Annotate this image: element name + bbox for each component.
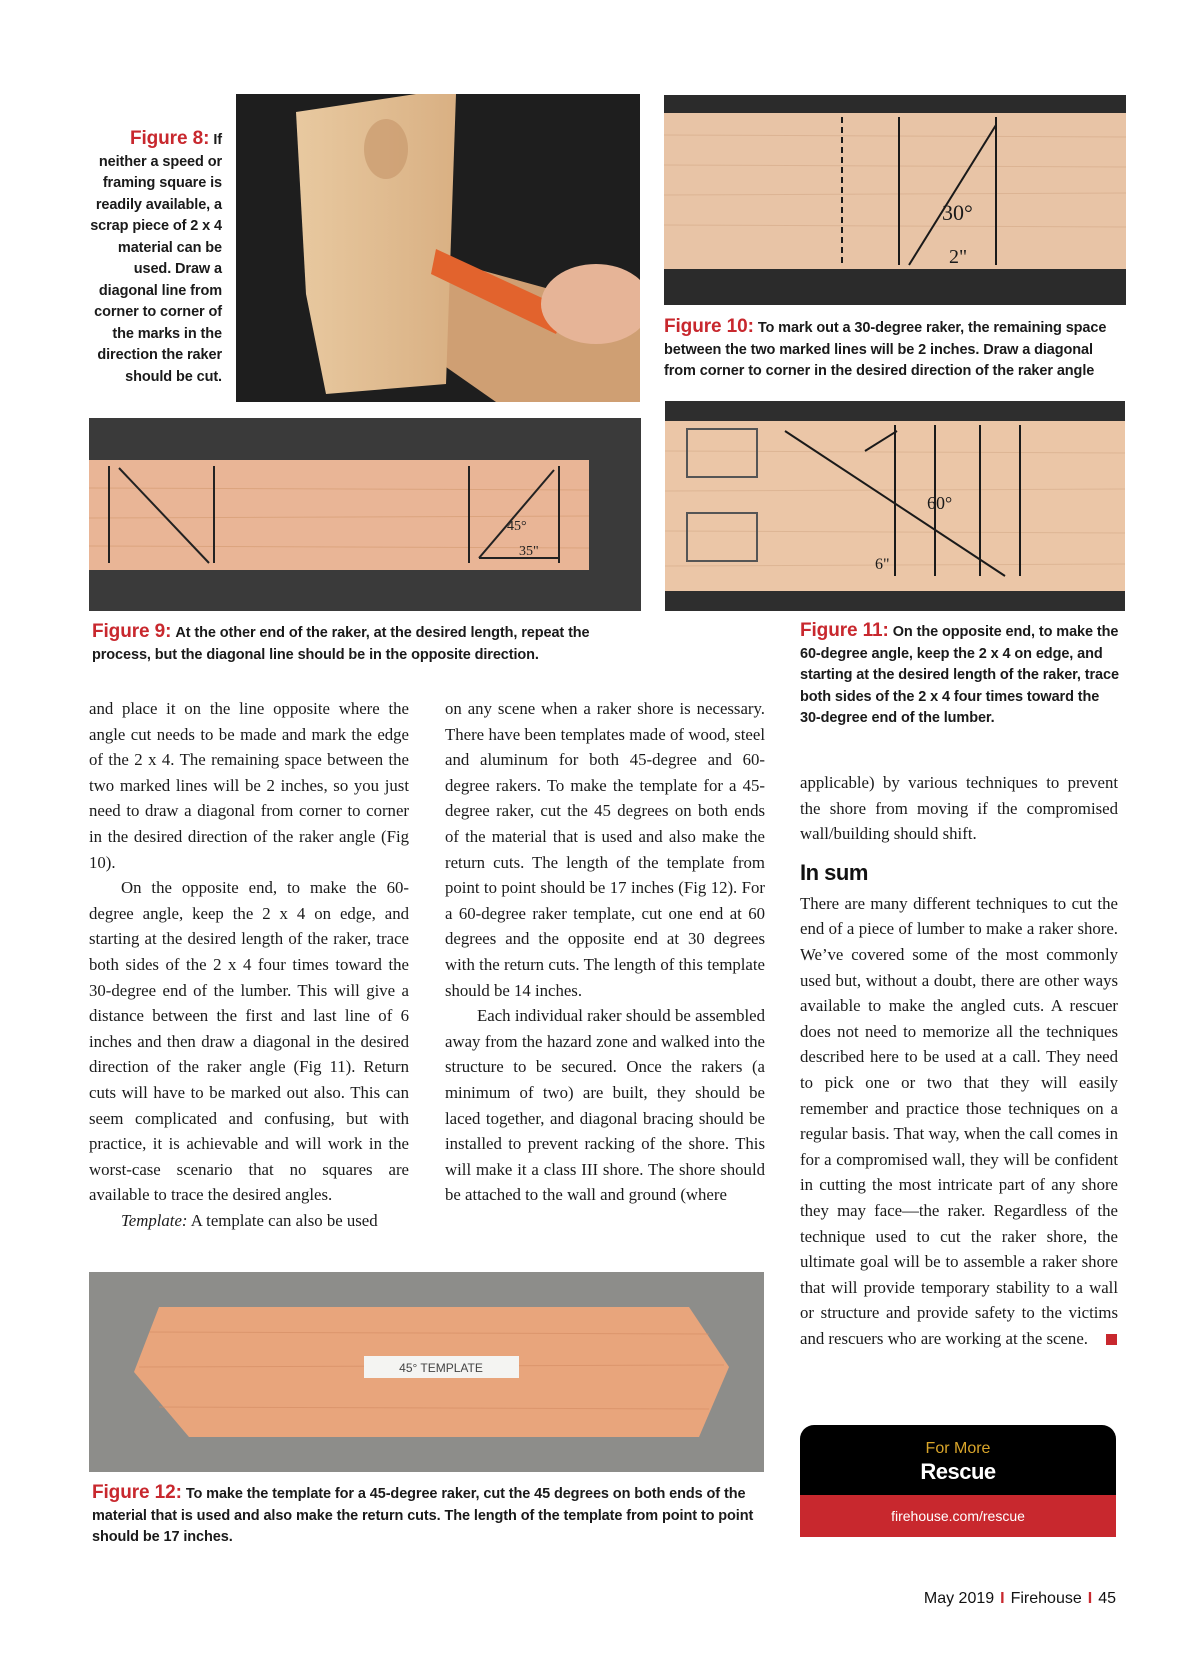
- footer-magazine: Firehouse: [1010, 1590, 1082, 1607]
- figure-12-label: Figure 12:: [92, 1482, 182, 1503]
- figure-10-caption: [664, 316, 1126, 383]
- promo-line-1: For More: [925, 1440, 991, 1457]
- for-more-rescue-box[interactable]: [800, 1425, 1116, 1537]
- in-sum-heading: In sum: [800, 859, 868, 885]
- article-column-1: [89, 696, 409, 1233]
- template-lead: Template:: [121, 1210, 188, 1230]
- figure-9-caption: [92, 621, 647, 666]
- footer-separator: I: [1000, 1590, 1005, 1607]
- footer-separator: I: [1087, 1590, 1093, 1607]
- figure-12-text: To make the template for a 45-degree raker, cut the 45 degrees on both ends of the material that is used and also make the return cuts. The length of the template from point to point should be 17 inches.: [92, 1486, 754, 1545]
- promo-url-link[interactable]: firehouse.com/rescue: [800, 1495, 1116, 1537]
- figure-10-angle-mark: 30°: [942, 200, 973, 225]
- end-mark-icon: [1106, 1334, 1117, 1345]
- figure-11-text: On the opposite end, to make the 60-degree angle, keep the 2 x 4 on edge, and starting at the desired length of the raker, trace both sides of the 2 x 4 four times toward the 30-degree end of the lumber.: [800, 624, 1119, 726]
- column-3-body: [800, 891, 1118, 1352]
- figure-9-length-mark: 35": [519, 544, 539, 559]
- column-3-body-text: There are many different techniques to cut the end of a piece of lumber to make a raker shore. We’ve covered some of the most commonly used but, without a doubt, there are other ways available to make the angled cuts. A rescuer does not need to memorize all the techniques described here to be used at a call. They need to pick one or two that they will easily remember and practice those techniques on a regular basis. That way, when the call comes in for a compromised wall, they will be confident in cutting the most intricate part of any shore they may face—the raker. Regardless of the technique used to cut the raker shore, the ultimate goal will be to assemble a raker shore that will provide temporary stability to a wall or structure and provide safety to the victims and rescuers who are working at the scene.: [800, 893, 1118, 1348]
- article-column-2: [445, 696, 765, 1208]
- template-paragraph: [89, 1208, 409, 1234]
- figure-9-text: At the other end of the raker, at the desired length, repeat the process, but the diagonal line should be in the opposite direction.: [92, 625, 590, 663]
- figure-10-length-mark: 2": [949, 246, 968, 268]
- column-3-intro: applicable) by various techniques to prevent the shore from moving if the compromised wall/building should shift.: [800, 773, 1118, 844]
- figure-9-photo: [89, 418, 641, 611]
- footer-page-number: 45: [1098, 1590, 1116, 1607]
- figure-10-text: To mark out a 30-degree raker, the remaining space between the two marked lines will be 2 inches. Draw a diagonal from corner to corner in the desired direction of the raker angle: [664, 320, 1107, 379]
- article-column-3: [800, 770, 1118, 1351]
- column-2-paragraph: Each individual raker should be assembled away from the hazard zone and walked into the structure to be secured. Once the rakers (a minimum of two) are built, they should be laced together, and diagonal bracing should be installed to prevent racking of the shore. This will make it a class III shore. The shore should be attached to the wall and ground (where: [445, 1006, 765, 1205]
- column-1-paragraph: and place it on the line opposite where the angle cut needs to be made and mark the edge of the 2 x 4. The remaining space between the two marked lines will be 2 inches, so you just need to draw a diagonal from corner to corner in the desired direction of the raker angle (Fig 10).: [89, 699, 409, 872]
- figure-12-photo: [89, 1272, 764, 1472]
- figure-8-label: Figure 8:: [129, 128, 210, 149]
- figure-11-length-mark: 6": [875, 556, 890, 573]
- figure-10-label: Figure 10:: [664, 316, 754, 337]
- figure-8-caption: [86, 128, 222, 388]
- footer-date: May 2019: [923, 1590, 995, 1607]
- page-footer: [924, 1590, 1116, 1608]
- promo-header: [800, 1425, 1116, 1495]
- promo-line-2: Rescue: [920, 1459, 996, 1484]
- figure-11-angle-mark: 60°: [927, 493, 953, 513]
- column-2-paragraph: on any scene when a raker shore is necessary. There have been templates made of wood, steel and aluminum for both 45-degree and 60-degree rakers. To make the template for a 45-degree raker, cut the 45 degrees on both ends of the material that is used and also make the return cuts. The length of the template from point to point should be 17 inches (Fig 12). For a 60-degree raker template, cut one end at 60 degrees and the opposite end at 30 degrees with the return cuts. The length of this template should be 14 inches.: [445, 699, 765, 1000]
- figure-10-photo: [664, 95, 1126, 305]
- template-sticker-label: 45° TEMPLATE: [399, 1361, 483, 1375]
- figure-12-caption: [92, 1482, 772, 1549]
- column-1-paragraph: On the opposite end, to make the 60-degree angle, keep the 2 x 4 on edge, and starting at the desired length of the raker, trace both sides of the 2 x 4 four times toward the 30-degree end of the lumber. This will give a distance between the first and last line of 6 inches and then draw a diagonal in the desired direction of the raker angle (Fig 11). Return cuts will have to be marked out also. This can seem complicated and confusing, but with practice, it is achievable and will work in the worst-case scenario that no squares are available to trace the desired angles.: [89, 878, 409, 1205]
- figure-11-photo: [665, 401, 1125, 611]
- figure-9-label: Figure 9:: [92, 621, 172, 642]
- figure-11-caption: [800, 620, 1122, 730]
- figure-9-angle-mark: 45°: [507, 519, 527, 534]
- template-text: A template can also be used: [187, 1210, 378, 1230]
- figure-11-label: Figure 11:: [800, 620, 889, 641]
- figure-8-text: If neither a speed or framing square is readily available, a scrap piece of 2 x 4 material can be used. Draw a diagonal line from corner to corner of the marks in the direction the raker should be cut.: [90, 132, 222, 385]
- figure-8-photo: [236, 94, 640, 402]
